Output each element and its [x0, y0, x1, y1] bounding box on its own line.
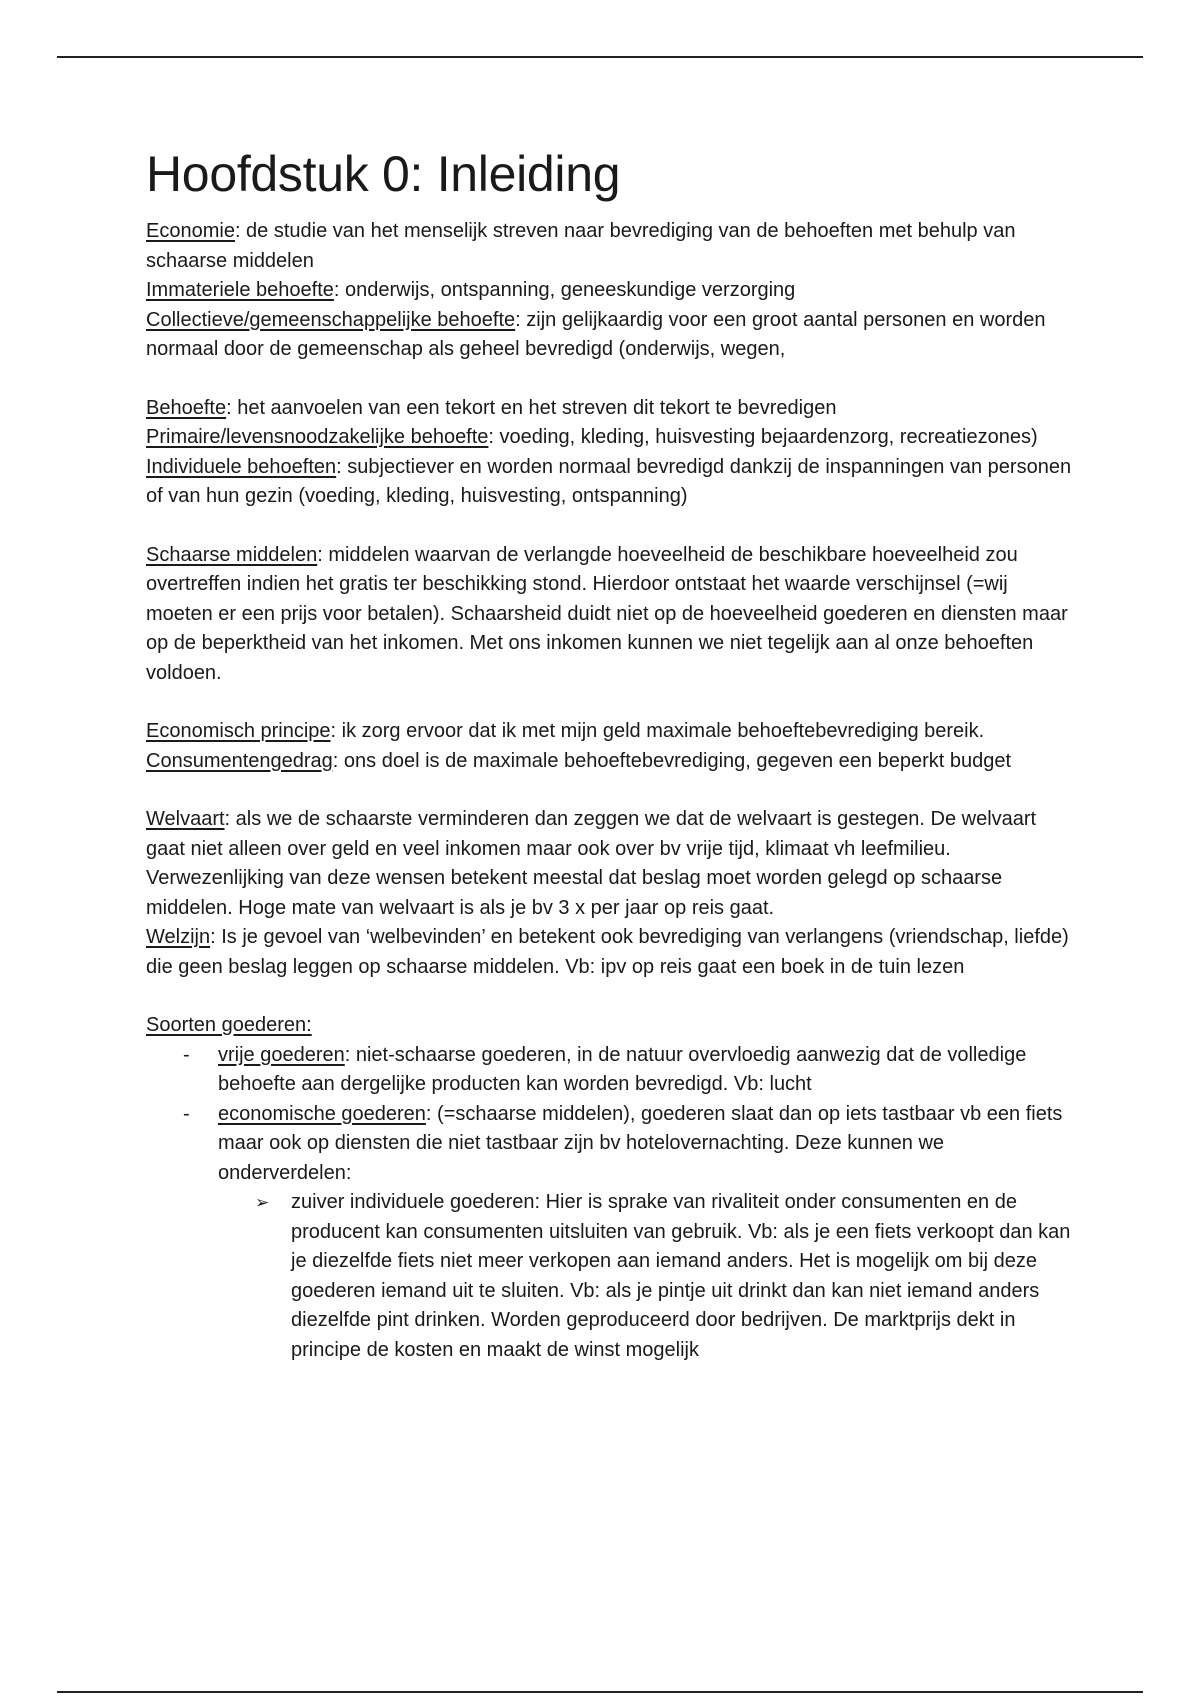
section-heading-soorten-goederen	[146, 1011, 1076, 1041]
term-individuele-behoeften: Individuele behoeften	[146, 455, 337, 478]
definition-text: : het aanvoelen van een tekort en het streven dit tekort te bevredigen	[226, 396, 837, 419]
term-consumentengedrag: Consumentengedrag	[146, 749, 333, 772]
economic-goods-sublist	[218, 1188, 1076, 1365]
definition-individuele-behoeften	[146, 453, 1076, 512]
term-economische-goederen: economische goederen	[218, 1102, 426, 1125]
dash-bullet: -	[183, 1102, 190, 1125]
definition-economisch-principe	[146, 717, 1076, 747]
sublist-item-text: zuiver individuele goederen: Hier is sprake van rivaliteit onder consumenten en de producent kan consumenten uitsluiten van gebruik. Vb: als je een fiets verkoopt dan kan je diezelfde fiets niet meer verkopen aan iemand anders. Het is mogelijk om bij deze goederen iemand uit te sluiten. Vb: als je pintje uit drinkt dan kan niet iemand anders diezelfde pint drinken. Worden geproduceerd door bedrijven. De marktprijs dekt in principe de kosten en maakt de winst mogelijk	[291, 1191, 1071, 1361]
sublist-item-zuiver-individuele-goederen	[255, 1188, 1076, 1365]
term-welvaart: Welvaart	[146, 808, 225, 830]
definition-text: : Is je gevoel van ‘welbevinden’ en betekent ook bevrediging van verlangens (vriendschap, liefde) die geen beslag leggen op schaarse middelen. Vb: ipv op reis gaat een boek in de tuin lezen	[146, 926, 1069, 978]
definition-economie	[146, 217, 1076, 276]
definition-text: : middelen waarvan de verlangde hoeveelheid de beschikbare hoeveelheid zou overtreffen indien het gratis ter beschikking stond. Hierdoor ontstaat het waarde verschijnsel (=wij moeten er een prijs voor betalen). Schaarsheid duidt niet op de hoeveelheid goederen en diensten maar op de beperktheid van het inkomen. Met ons inkomen kunnen we niet tegelijk aan al onze behoeften voldoen.	[146, 543, 1068, 684]
definition-collectieve-behoefte	[146, 306, 1076, 365]
paragraph-gap	[146, 776, 1076, 805]
term-primaire-behoefte: Primaire/levensnoodzakelijke behoefte	[146, 426, 489, 448]
list-item-text: : (=schaarse middelen), goederen slaat dan op iets tastbaar vb een fiets maar ook op diensten die niet tastbaar zijn bv hotelovernachting. Deze kunnen we onderverdelen:	[218, 1102, 1063, 1184]
list-item-vrije-goederen	[183, 1041, 1076, 1100]
term-schaarse-middelen: Schaarse middelen	[146, 543, 318, 566]
definition-welzijn	[146, 923, 1076, 982]
definition-text: : ons doel is de maximale behoeftebevrediging, gegeven een beperkt budget	[332, 749, 1012, 772]
arrow-bullet-icon: ➢	[255, 1193, 270, 1212]
definition-primaire-behoefte	[146, 423, 1076, 453]
paragraph-gap	[146, 365, 1076, 394]
definition-text: : de studie van het menselijk streven naar bevrediging van de behoeften met behulp van schaarse middelen	[146, 220, 1016, 272]
term-welzijn: Welzijn	[146, 926, 211, 948]
list-item-economische-goederen	[183, 1100, 1076, 1366]
paragraph-gap	[146, 512, 1076, 541]
header-rule	[57, 56, 1143, 58]
paragraph-gap	[146, 982, 1076, 1011]
term-collectieve-behoefte: Collectieve/gemeenschappelijke behoefte	[146, 308, 516, 331]
list-item-text: : niet-schaarse goederen, in de natuur overvloedig aanwezig dat de volledige behoefte aan dergelijke producten kan worden bevredigd. Vb: lucht	[218, 1043, 1027, 1095]
definition-consumentengedrag	[146, 747, 1076, 777]
definition-text: : ik zorg ervoor dat ik met mijn geld maximale behoeftebevrediging bereik.	[330, 720, 985, 742]
definition-behoefte	[146, 394, 1076, 424]
term-economisch-principe: Economisch principe	[146, 720, 331, 742]
paragraph-gap	[146, 688, 1076, 717]
definition-text: : zijn gelijkaardig voor een groot aantal personen en worden normaal door de gemeenschap als geheel bevredigd (onderwijs, wegen,	[146, 308, 1046, 360]
term-soorten-goederen: Soorten goederen:	[146, 1014, 312, 1036]
definition-text: : onderwijs, ontspanning, geneeskundige verzorging	[333, 279, 796, 301]
goods-list	[146, 1041, 1076, 1366]
term-economie: Economie	[146, 220, 235, 242]
term-behoefte: Behoefte	[146, 396, 227, 419]
document-body	[146, 145, 1076, 1365]
definition-welvaart	[146, 805, 1076, 923]
definition-text: : voeding, kleding, huisvesting bejaardenzorg, recreatiezones)	[488, 426, 1038, 448]
dash-bullet: -	[183, 1043, 190, 1066]
footer-rule	[57, 1691, 1143, 1693]
definition-text: : subjectiever en worden normaal bevredigd dankzij de inspanningen van personen of van hun gezin (voeding, kleding, huisvesting, ontspanning)	[146, 455, 1072, 507]
definition-text: : als we de schaarste verminderen dan zeggen we dat de welvaart is gestegen. De welvaart gaat niet alleen over geld en veel inkomen maar ook over bv vrije tijd, klimaat vh leefmilieu. Verwezenlijking van deze wensen betekent meestal dat beslag moet worden gelegd op schaarse middelen. Hoge mate van welvaart is als je bv 3 x per jaar op reis gaat.	[146, 808, 1037, 919]
page-title: Hoofdstuk 0: Inleiding	[146, 146, 621, 202]
definition-schaarse-middelen	[146, 541, 1076, 689]
term-vrije-goederen: vrije goederen	[218, 1043, 345, 1066]
term-immateriele-behoefte: Immateriele behoefte	[146, 279, 334, 301]
definition-immateriele-behoefte	[146, 276, 1076, 306]
